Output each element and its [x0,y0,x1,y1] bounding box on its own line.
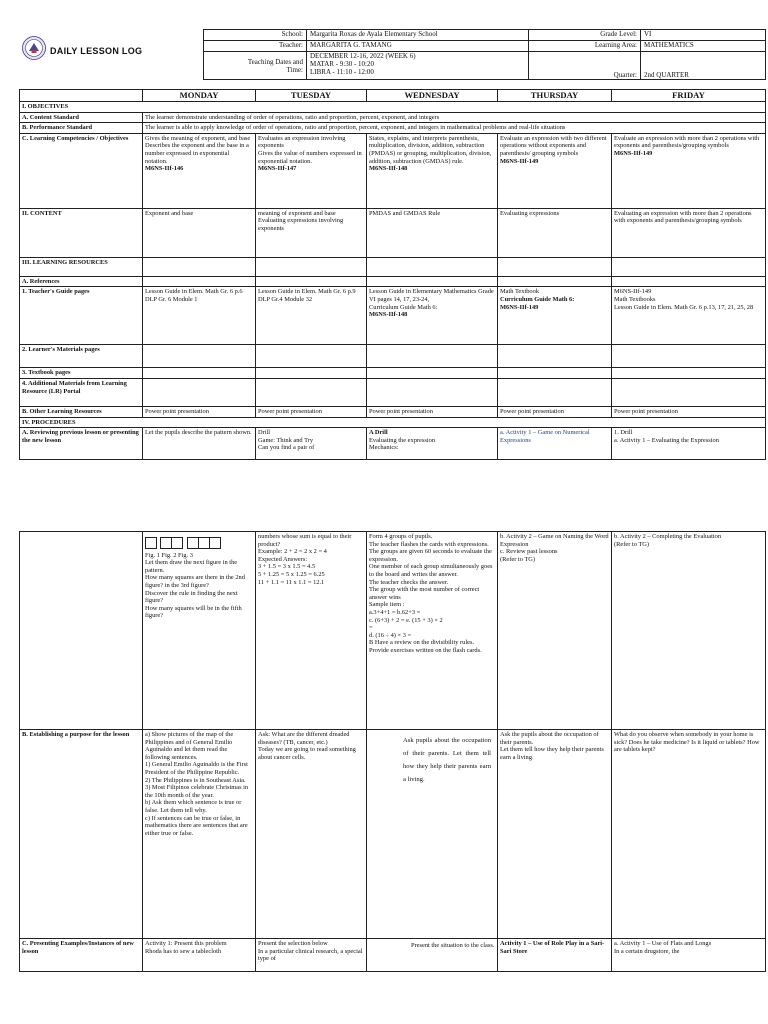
tg-thu: Math Textbook [500,288,540,296]
other-resources-label: B. Other Learning Resources [20,406,143,417]
other-wed: Power point presentation [367,406,498,417]
content-standard-label: A. Content Standard [20,112,143,123]
performance-standard: The learner is able to apply knowledge of order of operations, ratio and proportion, percent, exponent, and integers in mathematical problems and real-life situations [143,123,766,134]
competency-tue: Evaluates an expression involving exponents Gives the value of numbers expressed in exponential notation. [258,134,362,165]
present-fri: a. Activity 1 – Use of Flats and Longs In a certain drugstore, the [612,939,766,972]
review-tue: Drill Game: Think and Try Can you find a pair of [256,428,367,460]
other-tue: Power point presentation [256,406,367,417]
time-matar: MATAR - 9:30 - 10:20 [310,60,374,68]
continued-thu: b. Activity 2 – Game on Naming the Word Expression c. Review past lessons (Refer to TG) [498,532,612,730]
present-mon: Activity 1: Present this problem Rhoda has to sew a tablecloth [143,939,256,972]
code-wed: M6NS-IIf-148 [369,165,408,173]
procedures-heading: IV. PROCEDURES [20,417,766,428]
purpose-wed: Ask pupils about the occupation of their parents. Let them tell how they help their parents earn a living. [403,737,491,783]
code-mon: M6NS-IIf-146 [145,165,184,173]
school-label: School: [204,30,307,41]
quarter-label: Quarter: [529,52,641,80]
competency-mon: Gives the meaning of exponent, and base Describes the exponent and the base in a number expressed in exponential notation. [145,134,251,165]
fig2-square [171,537,183,549]
continued-mon: Fig. 1 Fig. 2 Fig. 3 Let them draw the next figure in the pattern. How many squares are there in the 2nd figure? in the 3rd figure? Discover the rule in finding the next figure? How many squares will be in the fifth figure? [145,551,245,620]
quarter-value: 2nd QUARTER [641,52,766,80]
purpose-thu: Ask the pupils about the occupation of their parents. Let them tell how they help their parents earn a living. [498,730,612,939]
teacher-label: Teacher: [204,41,307,52]
present-thu: Activity 1 – Use of Role Play in a Sari-Sari Store [498,939,612,972]
area-value: MATHEMATICS [641,41,766,52]
tg-mon: Lesson Guide in Elem. Math Gr. 6 p.6 DLP Gr. 6 Module 1 [143,287,256,345]
competencies-label: C. Learning Competencies / Objectives [20,133,143,208]
log-title: DAILY LESSON LOG [50,46,143,56]
time-libra: LIBRA - 11:10 - 12:00 [310,68,374,76]
tg-fri: M6NS-IIf-149 Math Textbooks Lesson Guide in Elem. Math Gr. 6 p.13, 17, 21, 25, 28 [612,287,766,345]
purpose-tue: Ask: What are the different dreaded diseases? (TB, cancer, etc.) Today we are going to read something about cancer cells. [256,730,367,939]
content-fri: Evaluating an expression with more than 2 operations with exponents and parenthesis/grouping symbols [612,208,766,257]
deped-seal-icon [22,36,46,60]
fig1-square [145,537,157,549]
purpose-mon: a) Show pictures of the map of the Philippines and of General Emilio Aguinaldo and let them read the following sentences. 1) General Emilio Aguinaldo is the First President of the Philippine Republic. 2) The Philippines is in Southeast Asia. 3) Most Filipinos celebrate Christmas in the 10th month of the year. b) Ask them which sentence is true or false. Let them tell why. c) If sentences can be true or false, in mathematics there are sentences that are either true or false. [143,730,256,939]
other-mon: Power point presentation [143,406,256,417]
competency-fri: Evaluate an expression with more than 2 operations with exponents and parenthesis/grouping symbols [614,134,760,150]
review-wed-title: A Drill [369,429,388,437]
teacher-value: MARGARITA G. TAMANG [307,41,529,52]
content-label: II. CONTENT [20,208,143,257]
tg-thu-code: M6NS-IIf-149 [500,303,539,311]
references-label: A. References [20,276,143,287]
performance-standard-label: B. Performance Standard [20,123,143,134]
review-label: A. Reviewing previous lesson or presenting the new lesson [20,428,143,460]
review-wed: Evaluating the expression Mechanics: [369,436,436,452]
additional-materials-label: 4. Additional Materials from Learning Resource (LR) Portal [20,378,143,406]
present-wed: Present the situation to the class. [367,939,498,972]
content-wed: PMDAS and GMDAS Rule [367,208,498,257]
resources-label: III. LEARNING RESOURCES [20,257,143,276]
time-label: Time: [286,65,303,74]
tg-wed: Lesson Guide in Elementary Mathematics Grade VI pages 14, 17, 23-24, Curriculum Guide Math 6: [369,288,494,311]
teachers-guide-label: 1. Teacher's Guide pages [20,287,143,345]
competency-thu: Evaluate an expression with two different operations without exponents and parenthesis/ grouping symbols [500,134,607,157]
tg-thu-cg: Curriculum Guide Math 6: [500,295,575,303]
day-monday: MONDAY [143,90,256,102]
content-mon: Exponent and base [143,208,256,257]
day-friday: FRIDAY [612,90,766,102]
code-fri: M6NS-IIf-149 [614,149,653,157]
presenting-label: C. Presenting Examples/Instances of new lesson [20,939,143,972]
competency-wed: States, explains, and interprets parenthesis, multiplication, division, addition, subtraction (PMDAS) or grouping, multiplication, division, addition, subtraction (GMDAS) rule. [369,134,492,165]
code-tue: M6NS-IIf-147 [258,165,297,173]
content-standard: The learner demonstrate understanding of order of operations, ratio and proportion, percent, exponent, and integers [143,112,766,123]
fig3-square [209,537,221,549]
objectives-heading: I. OBJECTIVES [20,102,766,113]
lesson-table-page-2 [19,531,766,972]
learners-materials-label: 2. Learner's Materials pages [20,345,143,368]
grade-label: Grade Level: [529,30,641,41]
review-mon: Let the pupils describe the pattern shown. [143,428,256,460]
purpose-label: B. Establishing a purpose for the lesson [20,730,143,939]
code-thu: M6NS-IIf-149 [500,157,539,165]
other-thu: Power point presentation [498,406,612,417]
day-wednesday: WEDNESDAY [367,90,498,102]
figure-pattern [145,537,253,552]
other-fri: Power point presentation [612,406,766,417]
purpose-fri: What do you observe when somebody in your home is sick? Does he take medicine? Is it liquid or tablets? How are tablets kept? [612,730,766,939]
day-tuesday: TUESDAY [256,90,367,102]
header-table [203,29,766,80]
area-label: Learning Area: [529,41,641,52]
content-tue: meaning of exponent and base Evaluating expressions involving exponents [256,208,367,257]
day-thursday: THURSDAY [498,90,612,102]
textbook-pages-label: 3. Textbook pages [20,368,143,379]
review-thu: a. Activity 1 – Game on Numerical Expressions [498,428,612,460]
continued-wed: Form 4 groups of pupils. The teacher flashes the cards with expressions. The groups are given 60 seconds to evaluate the expression. One member of each group simultaneously goes to the board and writes the answer. The teacher checks the answer. The group with the most number of correct answer wins Sample item : a.3+4+1 = b.62+3 = c. (6+3) + 2 = e. (15 + 3) × 2 = d. (16 ÷ 4) × 3 = B Have a review on the divisibility rules. Provide exercises written on the flash cards. [367,532,498,730]
present-tue: Present the selection below In a particular clinical research, a special type of [256,939,367,972]
review-fri: 1. Drill a. Activity 1 – Evaluating the Expression [612,428,766,460]
tg-wed-code: M6NS-IIf-148 [369,311,408,319]
school-value: Margarita Roxas de Ayala Elementary School [307,30,529,41]
continued-fri: b. Activity 2 – Completing the Evaluation (Refer to TG) [612,532,766,730]
content-thu: Evaluating expressions [498,208,612,257]
lesson-table-page-1 [19,89,766,460]
dates-label: Teaching Dates and [247,57,303,66]
dates-value: DECEMBER 12-16, 2022 (WEEK 6) [310,52,416,60]
grade-value: VI [641,30,766,41]
tg-tue: Lesson Guide in Elem. Math Gr. 6 p.9 DLP Gr.4 Module 32 [256,287,367,345]
continued-tue: numbers whose sum is equal to their product? Example: 2 + 2 = 2 x 2 = 4 Expected Answers: 3 + 1.5 = 3 x 1.5 = 4.5 5 + 1.25 = 5 x 1.25 = 6.25 11 + 1.1 = 11 x 1.1 = 12.1 [256,532,367,730]
